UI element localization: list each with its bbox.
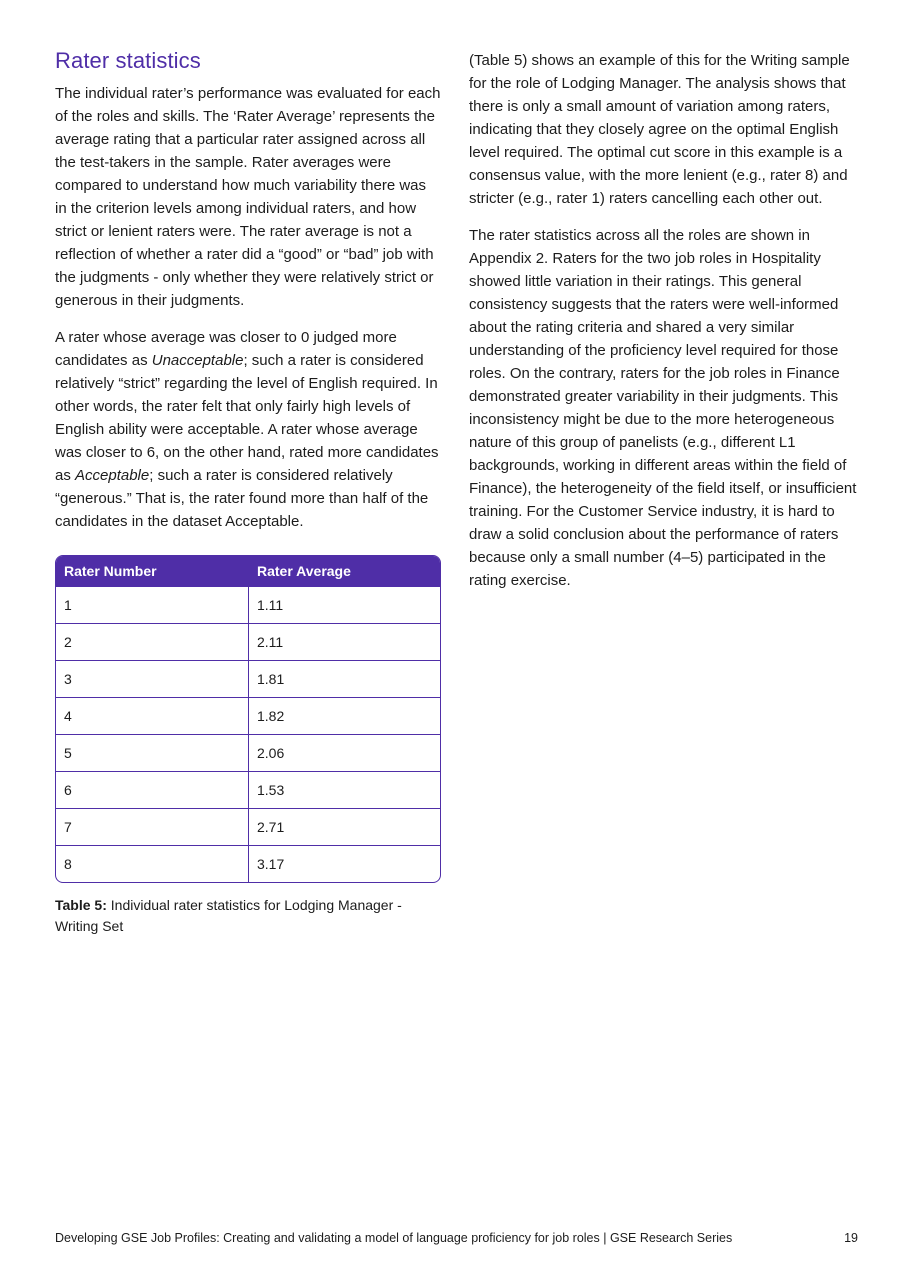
table-row	[56, 660, 440, 697]
rater-statistics-table	[55, 555, 441, 883]
table-row	[56, 771, 440, 808]
rater-average-cell: 1.82	[248, 697, 440, 734]
paragraph-rater-statistics-roles: The rater statistics across all the roles are shown in Appendix 2. Raters for the two job roles in Hospitality showed little variation in their ratings. This general consistency suggests that the raters were well-informed about the rating criteria and shared a very similar understanding of the proficiency level required for those roles. On the contrary, raters for the job roles in Finance demonstrated greater variability in their judgments. This inconsistency might be due to the more heterogeneous nature of this group of panelists (e.g., different L1 backgrounds, working in different areas within the field of Finance), the heterogeneity of the field itself, or insufficient training. For the Customer Service industry, it is hard to draw a solid conclusion about the performance of raters because only a small number (4–5) participated in the rating exercise.	[469, 227, 857, 589]
table-row	[56, 586, 440, 623]
rater-average-cell: 2.71	[248, 808, 440, 845]
paragraph-segment: ; such a rater is considered relatively “strict” regarding the level of English required. In other words, the rater felt that only fairly high levels of English ability were acceptable. A rater whose average was closer to 6, on the other hand, rated more candidates as	[55, 352, 439, 484]
table-row	[56, 734, 440, 771]
emphasis-acceptable: Acceptable	[75, 467, 150, 484]
rater-average-cell: 1.53	[248, 771, 440, 808]
rater-average-cell: 3.17	[248, 845, 440, 882]
rater-number-cell: 5	[56, 734, 248, 771]
column-header-rater-average: Rater Average	[248, 556, 440, 586]
rater-average-cell: 2.11	[248, 623, 440, 660]
footer-series-title: Developing GSE Job Profiles: Creating and validating a model of language proficiency for job roles | GSE Research Series	[55, 1231, 733, 1245]
rater-number-cell: 1	[56, 586, 248, 623]
paragraph-table-example: (Table 5) shows an example of this for the Writing sample for the role of Lodging Manager. The analysis shows that there is only a small amount of variation among raters, indicating that they closely agree on the optimal English level required. The optimal cut score in this example is a consensus value, with the more lenient (e.g., rater 8) and stricter (e.g., rater 1) raters cancelling each other out.	[469, 52, 850, 207]
table-row	[56, 697, 440, 734]
rater-number-cell: 7	[56, 808, 248, 845]
paragraph-segment: A rater whose average was closer to 0 judged more candidates as	[55, 329, 397, 369]
section-title: Rater statistics	[55, 48, 201, 73]
rater-average-cell: 1.81	[248, 660, 440, 697]
paragraph-rater-performance: The individual rater’s performance was evaluated for each of the roles and skills. The ‘Rater Average’ represents the average rating that a particular rater assigned across all the test-takers in the sample. Rater averages were compared to understand how much variability there was in the criterion levels among individual raters, and how strict or lenient raters were. The rater average is not a reflection of whether a rater did a “good” or “bad” job with the judgments - only whether they were relatively strict or generous in their judgments.	[55, 85, 441, 309]
rater-number-cell: 4	[56, 697, 248, 734]
rater-average-cell: 2.06	[248, 734, 440, 771]
table-header-row	[56, 556, 440, 586]
column-header-rater-number: Rater Number	[56, 556, 248, 586]
paragraph-rater-average-meaning	[55, 326, 441, 533]
emphasis-unacceptable: Unacceptable	[151, 352, 244, 369]
page-footer	[55, 1231, 858, 1245]
table-caption	[55, 895, 441, 937]
rater-number-cell: 2	[56, 623, 248, 660]
page-number: 19	[844, 1231, 858, 1245]
table-row	[56, 623, 440, 660]
right-column	[469, 49, 859, 606]
table-caption-label: Table 5:	[55, 897, 107, 913]
paragraph-segment: ; such a rater is considered relatively “generous.” That is, the rater found more than half of the candidates in the dataset Acceptable.	[55, 467, 429, 530]
rater-number-cell: 8	[56, 845, 248, 882]
rater-number-cell: 6	[56, 771, 248, 808]
rater-number-cell: 3	[56, 660, 248, 697]
table-caption-text: Individual rater statistics for Lodging Manager - Writing Set	[55, 897, 402, 934]
rater-average-cell: 1.11	[248, 586, 440, 623]
left-column	[55, 48, 441, 937]
table-row	[56, 845, 440, 882]
table-row	[56, 808, 440, 845]
